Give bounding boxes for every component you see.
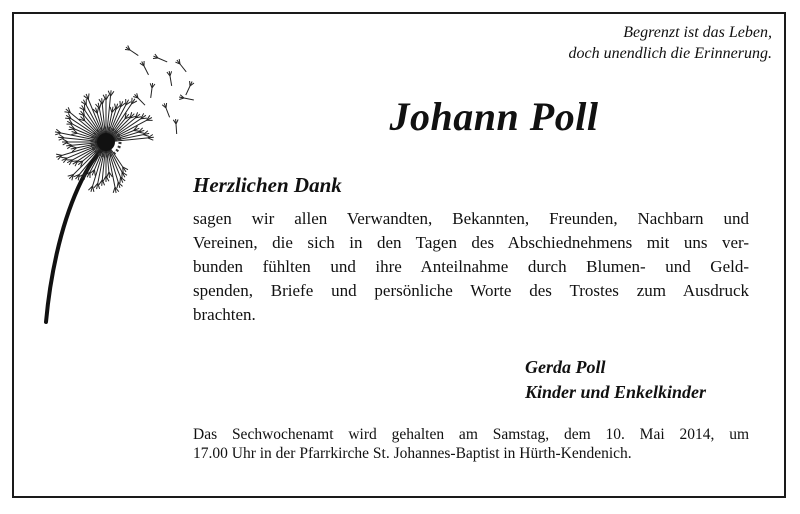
deceased-name: Johann Poll (389, 94, 599, 139)
body-line: sagen wir allen Verwandten, Bekannten, Freunden, Nachbarn und (193, 209, 749, 228)
service-line: 17.00 Uhr in der Pfarrkirche St. Johannes-Baptist in Hürth-Kendenich. (193, 445, 632, 462)
signature-line-2: Kinder und Enkelkinder (525, 382, 707, 402)
body-line: Vereinen, die sich in den Tagen des Abschiednehmens mit uns ver- (193, 233, 749, 252)
dandelion-icon (20, 28, 195, 328)
body-line: brachten. (193, 305, 256, 324)
thanks-heading: Herzlichen Dank (193, 173, 342, 197)
service-announcement (193, 425, 749, 463)
motto-line-2: doch unendlich die Erinnerung. (568, 45, 772, 62)
thanks-body (193, 207, 749, 327)
service-line: Das Sechwochenamt wird gehalten am Samstag, dem 10. Mai 2014, um (193, 426, 749, 443)
signature-line-1: Gerda Poll (525, 357, 606, 377)
body-line: spenden, Briefe und persönliche Worte des Trostes zum Ausdruck (193, 281, 749, 300)
body-line: bunden fühlten und ihre Anteilnahme durch Blumen- und Geld- (193, 257, 749, 276)
motto-line-1: Begrenzt ist das Leben, (623, 24, 772, 41)
signature-block (525, 355, 706, 405)
motto-quote (452, 22, 772, 64)
